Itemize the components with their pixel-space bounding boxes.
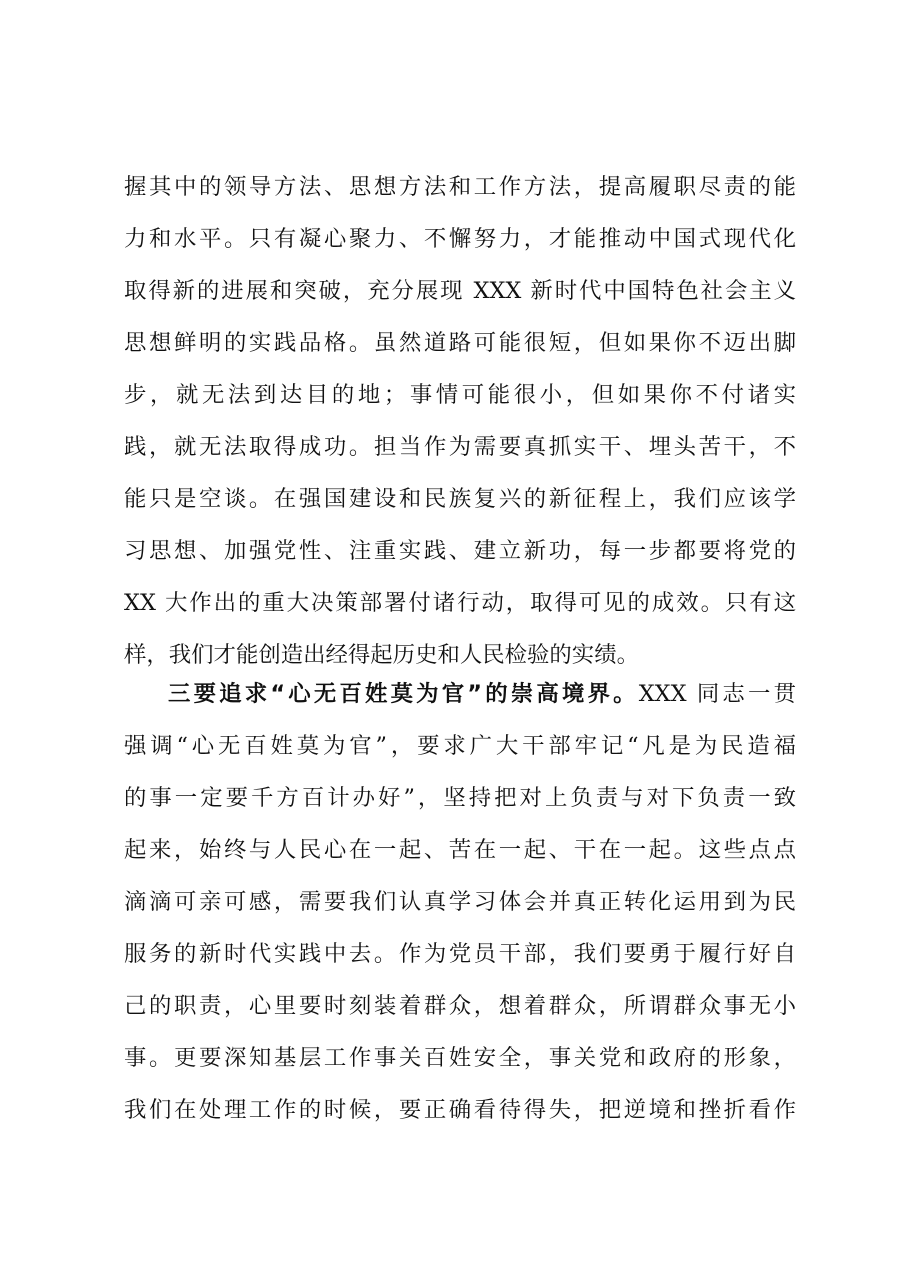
paragraph-line: XX 大作出的重大决策部署付诸行动，取得可见的成效。只有这	[124, 590, 796, 616]
heading-continuation: XXX 同志一贯	[638, 681, 796, 707]
paragraph-line: 事。更要深知基层工作事关百姓安全，事关党和政府的形象，	[124, 1045, 796, 1071]
paragraph-line: 能只是空谈。在强国建设和民族复兴的新征程上，我们应该学	[124, 486, 796, 512]
paragraph-line: 践，就无法取得成功。担当作为需要真抓实干、埋头苦干，不	[124, 434, 796, 460]
paragraph-line: 滴滴可亲可感，需要我们认真学习体会并真正转化运用到为民	[124, 889, 796, 915]
section-heading: 三要追求“心无百姓莫为官”的崇高境界。	[168, 681, 639, 707]
paragraph-line: 样，我们才能创造出经得起历史和人民检验的实绩。	[124, 642, 639, 668]
paragraph-line: 握其中的领导方法、思想方法和工作方法，提高履职尽责的能	[124, 174, 796, 200]
paragraph-line: 己的职责，心里要时刻装着群众，想着群众，所谓群众事无小	[124, 993, 796, 1019]
paragraph-line: 强调“心无百姓莫为官”，要求广大干部牢记“凡是为民造福	[124, 733, 796, 759]
paragraph-line: 服务的新时代实践中去。作为党员干部，我们要勇于履行好自	[124, 941, 796, 967]
paragraph-line: 习思想、加强党性、注重实践、建立新功，每一步都要将党的	[124, 538, 796, 564]
paragraph-line: 的事一定要千方百计办好”，坚持把对上负责与对下负责一致	[124, 785, 796, 811]
paragraph-line: 思想鲜明的实践品格。虽然道路可能很短，但如果你不迈出脚	[124, 330, 796, 356]
paragraph-line: 起来，始终与人民心在一起、苦在一起、干在一起。这些点点	[124, 837, 796, 863]
paragraph-line: 取得新的进展和突破，充分展现 XXX 新时代中国特色社会主义	[124, 278, 796, 304]
paragraph-line: 我们在处理工作的时候，要正确看待得失，把逆境和挫折看作	[124, 1097, 796, 1123]
paragraph-line: 步，就无法到达目的地；事情可能很小，但如果你不付诸实	[124, 382, 796, 408]
paragraph-first-line	[124, 674, 796, 714]
paragraph-line: 力和水平。只有凝心聚力、不懈努力，才能推动中国式现代化	[124, 226, 796, 252]
